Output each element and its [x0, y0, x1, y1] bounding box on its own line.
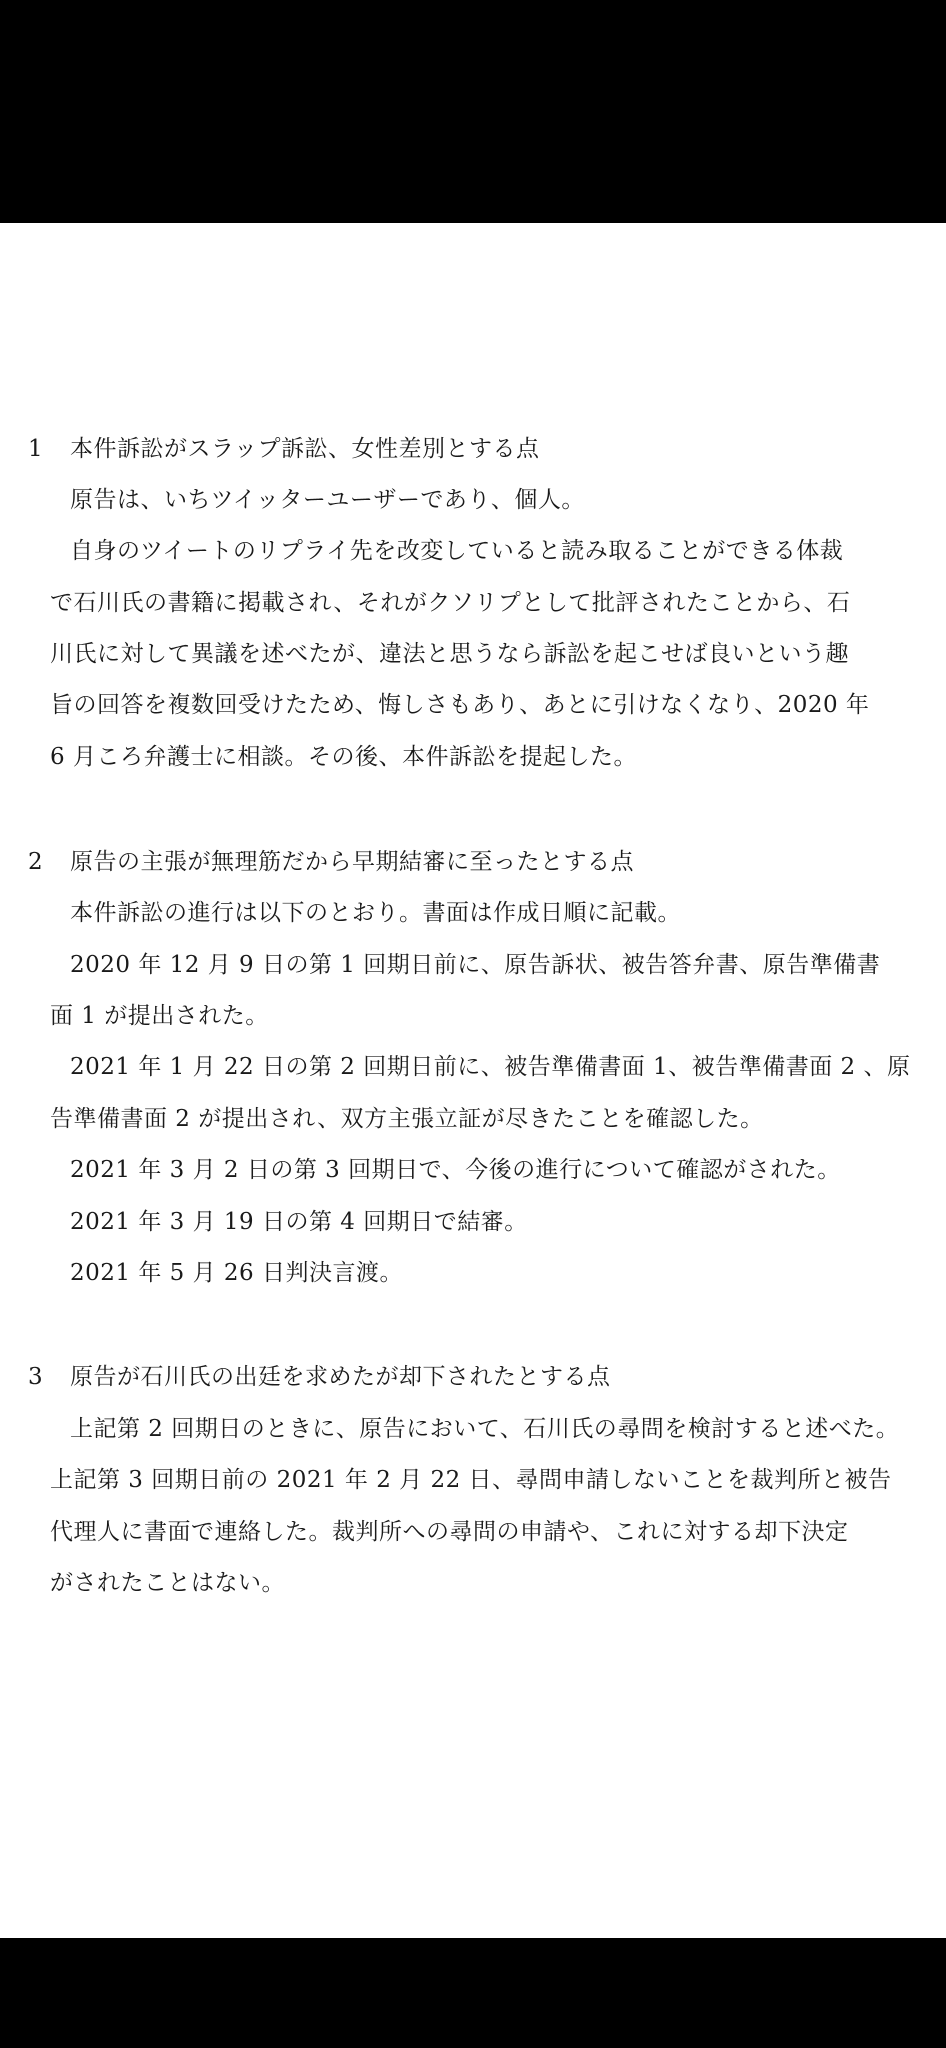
paragraph-line: 上記第 3 回期日前の 2021 年 2 月 22 日、尋問申請しないことを裁判所と被告 [50, 1467, 892, 1493]
paragraph-line: 2021 年 1 月 22 日の第 2 回期日前に、被告準備書面 1、被告準備書面 2 、原 [70, 1054, 911, 1080]
paragraph-line: 6 月ころ弁護士に相談。その後、本件訴訟を提起した。 [50, 744, 637, 770]
paragraph-line: 2020 年 12 月 9 日の第 1 回期日前に、原告訴状、被告答弁書、原告準備書 [70, 952, 881, 978]
bottom-black-bar [0, 1938, 946, 2048]
paragraph-line: 上記第 2 回期日のときに、原告において、石川氏の尋問を検討すると述べた。 [70, 1416, 900, 1442]
section-number: 3 [28, 1364, 44, 1390]
paragraph-line: 2021 年 5 月 26 日判決言渡。 [70, 1260, 403, 1286]
section-3-heading [28, 1362, 611, 1392]
paragraph-line: 告準備書面 2 が提出され、双方主張立証が尽きたことを確認した。 [50, 1106, 764, 1132]
section-number: 1 [28, 436, 44, 462]
paragraph-line: 2021 年 3 月 19 日の第 4 回期日で結審。 [70, 1209, 528, 1235]
paragraph-line: 面 1 が提出された。 [50, 1003, 269, 1029]
paragraph-line: で石川氏の書籍に掲載され、それがクソリプとして批評されたことから、石 [50, 590, 851, 616]
paragraph-line: 川氏に対して異議を述べたが、違法と思うなら訴訟を起こせば良いという趣 [50, 641, 849, 667]
paragraph-line: 自身のツイートのリプライ先を改変していると読み取ることができる体裁 [70, 538, 844, 564]
paragraph-line: 原告は、いちツイッターユーザーであり、個人。 [70, 487, 585, 513]
section-2-heading [28, 847, 634, 877]
paragraph-line: がされたことはない。 [50, 1570, 285, 1596]
paragraph-line: 旨の回答を複数回受けたため、悔しさもあり、あとに引けなくなり、2020 年 [50, 692, 870, 718]
section-title: 本件訴訟がスラップ訴訟、女性差別とする点 [70, 436, 540, 462]
paragraph-line: 代理人に書面で連絡した。裁判所への尋問の申請や、これに対する却下決定 [50, 1519, 849, 1545]
paragraph-line: 本件訴訟の進行は以下のとおり。書面は作成日順に記載。 [70, 900, 681, 926]
section-1-heading [28, 434, 540, 464]
paragraph-line: 2021 年 3 月 2 日の第 3 回期日で、今後の進行について確認がされた。 [70, 1157, 841, 1183]
section-title: 原告が石川氏の出廷を求めたが却下されたとする点 [70, 1364, 611, 1390]
section-title: 原告の主張が無理筋だから早期結審に至ったとする点 [70, 849, 634, 875]
section-number: 2 [28, 849, 44, 875]
